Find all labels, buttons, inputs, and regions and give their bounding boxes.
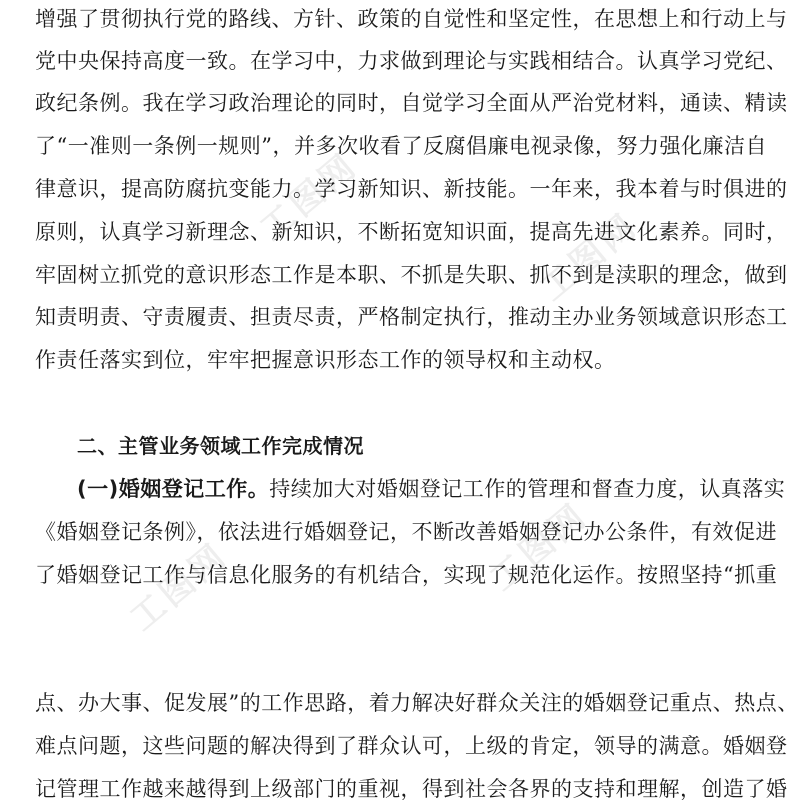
body-line: 了婚姻登记工作与信息化服务的有机结合，实现了规范化运作。按照坚持“抓重 bbox=[35, 563, 778, 587]
watermark: 工图网 bbox=[252, 145, 366, 250]
subsection-first-text: 持续加大对婚姻登记工作的管理和督查力度，认真落实 bbox=[269, 477, 786, 501]
body-line: 原则，认真学习新理念、新知识，不断拓宽知识面，提高先进文化素养。同时， bbox=[35, 220, 788, 244]
body-line: 作责任落实到位，牢牢把握意识形态工作的领导权和主动权。 bbox=[35, 348, 616, 372]
body-line: 记管理工作越来越得到上级部门的重视，得到社会各界的支持和理解，创造了婚 bbox=[35, 777, 788, 800]
subsection-label: (一)婚姻登记工作。 bbox=[77, 477, 270, 501]
body-line: 了“一准则一条例一规则”，并多次收看了反腐倡廉电视录像，努力强化廉洁自 bbox=[35, 134, 767, 158]
body-line: 《婚姻登记条例》，依法进行婚姻登记，不断改善婚姻登记办公条件，有效促进 bbox=[35, 520, 777, 544]
body-line: 律意识，提高防腐抗变能力。学习新知识、新技能。一年来，我本着与时俱进的 bbox=[35, 177, 788, 201]
body-line: 政纪条例。我在学习政治理论的同时，自觉学习全面从严治党材料，通读、精读 bbox=[35, 91, 788, 115]
body-line: 知责明责、守责履责、担责尽责，严格制定执行，推动主办业务领域意识形态工 bbox=[35, 305, 788, 329]
body-line: 党中央保持高度一致。在学习中，力求做到理论与实践相结合。认真学习党纪、 bbox=[35, 49, 788, 73]
body-line: 难点问题，这些问题的解决得到了群众认可，上级的肯定，领导的满意。婚姻登 bbox=[35, 734, 788, 758]
body-line: 增强了贯彻执行党的路线、方针、政策的自觉性和坚定性，在思想上和行动上与 bbox=[35, 7, 788, 31]
subsection-first-line bbox=[77, 474, 800, 504]
watermark: 工图网 bbox=[482, 495, 596, 600]
watermark: 工图网 bbox=[122, 535, 236, 640]
watermark: 工图网 bbox=[532, 205, 646, 310]
section-heading: 二、主管业务领域工作完成情况 bbox=[77, 434, 364, 458]
body-line: 点、办大事、促发展”的工作思路，着力解决好群众关注的婚姻登记重点、热点、 bbox=[35, 691, 799, 715]
body-line: 牢固树立抓党的意识形态工作是本职、不抓是失职、抓不到是渎职的理念，做到 bbox=[35, 263, 788, 287]
